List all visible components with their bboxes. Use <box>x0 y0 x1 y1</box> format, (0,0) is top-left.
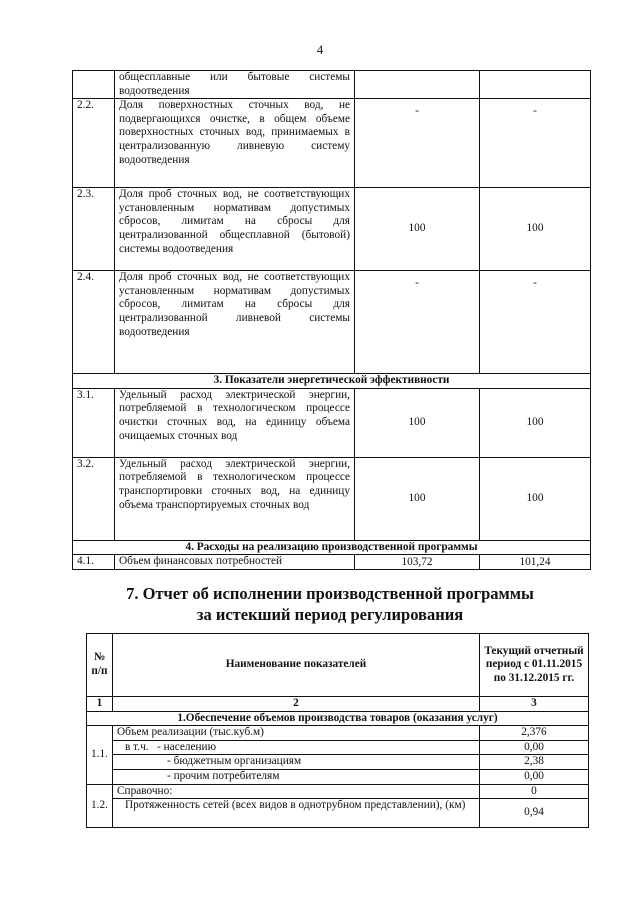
section-title: 1.Обеспечение объемов производства товаров (оказания услуг) <box>87 711 589 726</box>
report-table <box>86 633 589 828</box>
row-value: 2,376 <box>480 726 589 741</box>
table-row <box>73 271 591 374</box>
column-number: 3 <box>480 697 589 712</box>
row-value-2: 101,24 <box>480 555 591 570</box>
table-row <box>87 755 589 770</box>
row-text: Доля проб сточных вод, не соответствующих установленным нормативам допустимых сбросов, лимитам на сбросы для централизованной ливневой системы водоотведения <box>115 271 355 374</box>
section-row <box>73 374 591 389</box>
section-title: 3. Показатели энергетической эффективности <box>73 374 591 389</box>
row-value: 0 <box>480 784 589 799</box>
row-value: 0,00 <box>480 769 589 784</box>
table-row <box>73 555 591 570</box>
row-number: 2.2. <box>73 99 115 188</box>
row-value-2: 100 <box>480 188 591 271</box>
row-value: 0,00 <box>480 740 589 755</box>
table-row <box>87 799 589 828</box>
row-value-1: 103,72 <box>355 555 480 570</box>
header-row <box>87 634 589 697</box>
row-text: Доля проб сточных вод, не соответствующих установленным нормативам допустимых сбросов, лимитам на сбросы для централизованной общесплавной (бытовой) системы водоотведения <box>115 188 355 271</box>
row-value-1: 100 <box>355 388 480 457</box>
row-text: Удельный расход электрической энергии, потребляемой в технологическом процессе очистки сточных вод, на единицу объема очищаемых сточных вод <box>115 388 355 457</box>
table-row <box>87 726 589 741</box>
row-value-2: - <box>480 271 591 374</box>
table-row <box>87 769 589 784</box>
column-number: 2 <box>113 697 480 712</box>
indicators-table <box>72 70 591 570</box>
table-row <box>73 188 591 271</box>
table-row <box>73 71 591 99</box>
column-number-row <box>87 697 589 712</box>
row-name: - бюджетным организациям <box>113 755 480 770</box>
section-row <box>87 711 589 726</box>
row-value-1: 100 <box>355 188 480 271</box>
row-name: Справочно: <box>113 784 480 799</box>
row-value-1: - <box>355 99 480 188</box>
row-value-2 <box>480 71 591 99</box>
column-number: 1 <box>87 697 113 712</box>
section-title: 4. Расходы на реализацию производственной программы <box>73 540 591 555</box>
row-text: Доля поверхностных сточных вод, не подвергающихся очистке, в общем объеме поверхностных сточных вод, принимаемых в централизованную ливневую систему водоотведения <box>115 99 355 188</box>
row-value-1: - <box>355 271 480 374</box>
table-row <box>87 784 589 799</box>
row-value-1: 100 <box>355 457 480 540</box>
row-number: 2.3. <box>73 188 115 271</box>
heading-line-1: 7. Отчет об исполнении производственной программы <box>126 584 534 603</box>
page-number: 4 <box>316 42 324 57</box>
row-name: - прочим потребителям <box>113 769 480 784</box>
row-text: общесплавные или бытовые системы водоотведения <box>115 71 355 99</box>
row-name: Объем реализации (тыс.куб.м) <box>113 726 480 741</box>
table-row <box>73 99 591 188</box>
table-row <box>87 740 589 755</box>
row-number: 1.1. <box>87 726 113 784</box>
row-text: Объем финансовых потребностей <box>115 555 355 570</box>
row-value-2: 100 <box>480 457 591 540</box>
row-number <box>73 71 115 99</box>
row-value: 0,94 <box>480 799 589 828</box>
header-number: № п/п <box>87 634 113 697</box>
table-row <box>73 457 591 540</box>
row-text: Удельный расход электрической энергии, потребляемой в технологическом процессе транспортировки сточных вод, на единицу объема транспортируемых сточных вод <box>115 457 355 540</box>
heading-line-2: за истекший период регулирования <box>196 605 464 624</box>
row-name: в т.ч. - населению <box>113 740 480 755</box>
row-value: 2,38 <box>480 755 589 770</box>
row-name: Протяженность сетей (всех видов в однотрубном представлении), (км) <box>113 799 480 828</box>
row-value-1 <box>355 71 480 99</box>
header-period: Текущий отчетный период с 01.11.2015 по 31.12.2015 гг. <box>480 634 589 697</box>
row-value-2: - <box>480 99 591 188</box>
table-row <box>73 388 591 457</box>
header-name: Наименование показателей <box>113 634 480 697</box>
section-heading <box>60 583 600 625</box>
row-number: 3.1. <box>73 388 115 457</box>
row-number: 3.2. <box>73 457 115 540</box>
section-row <box>73 540 591 555</box>
row-number: 1.2. <box>87 784 113 828</box>
row-number: 4.1. <box>73 555 115 570</box>
row-value-2: 100 <box>480 388 591 457</box>
row-number: 2.4. <box>73 271 115 374</box>
